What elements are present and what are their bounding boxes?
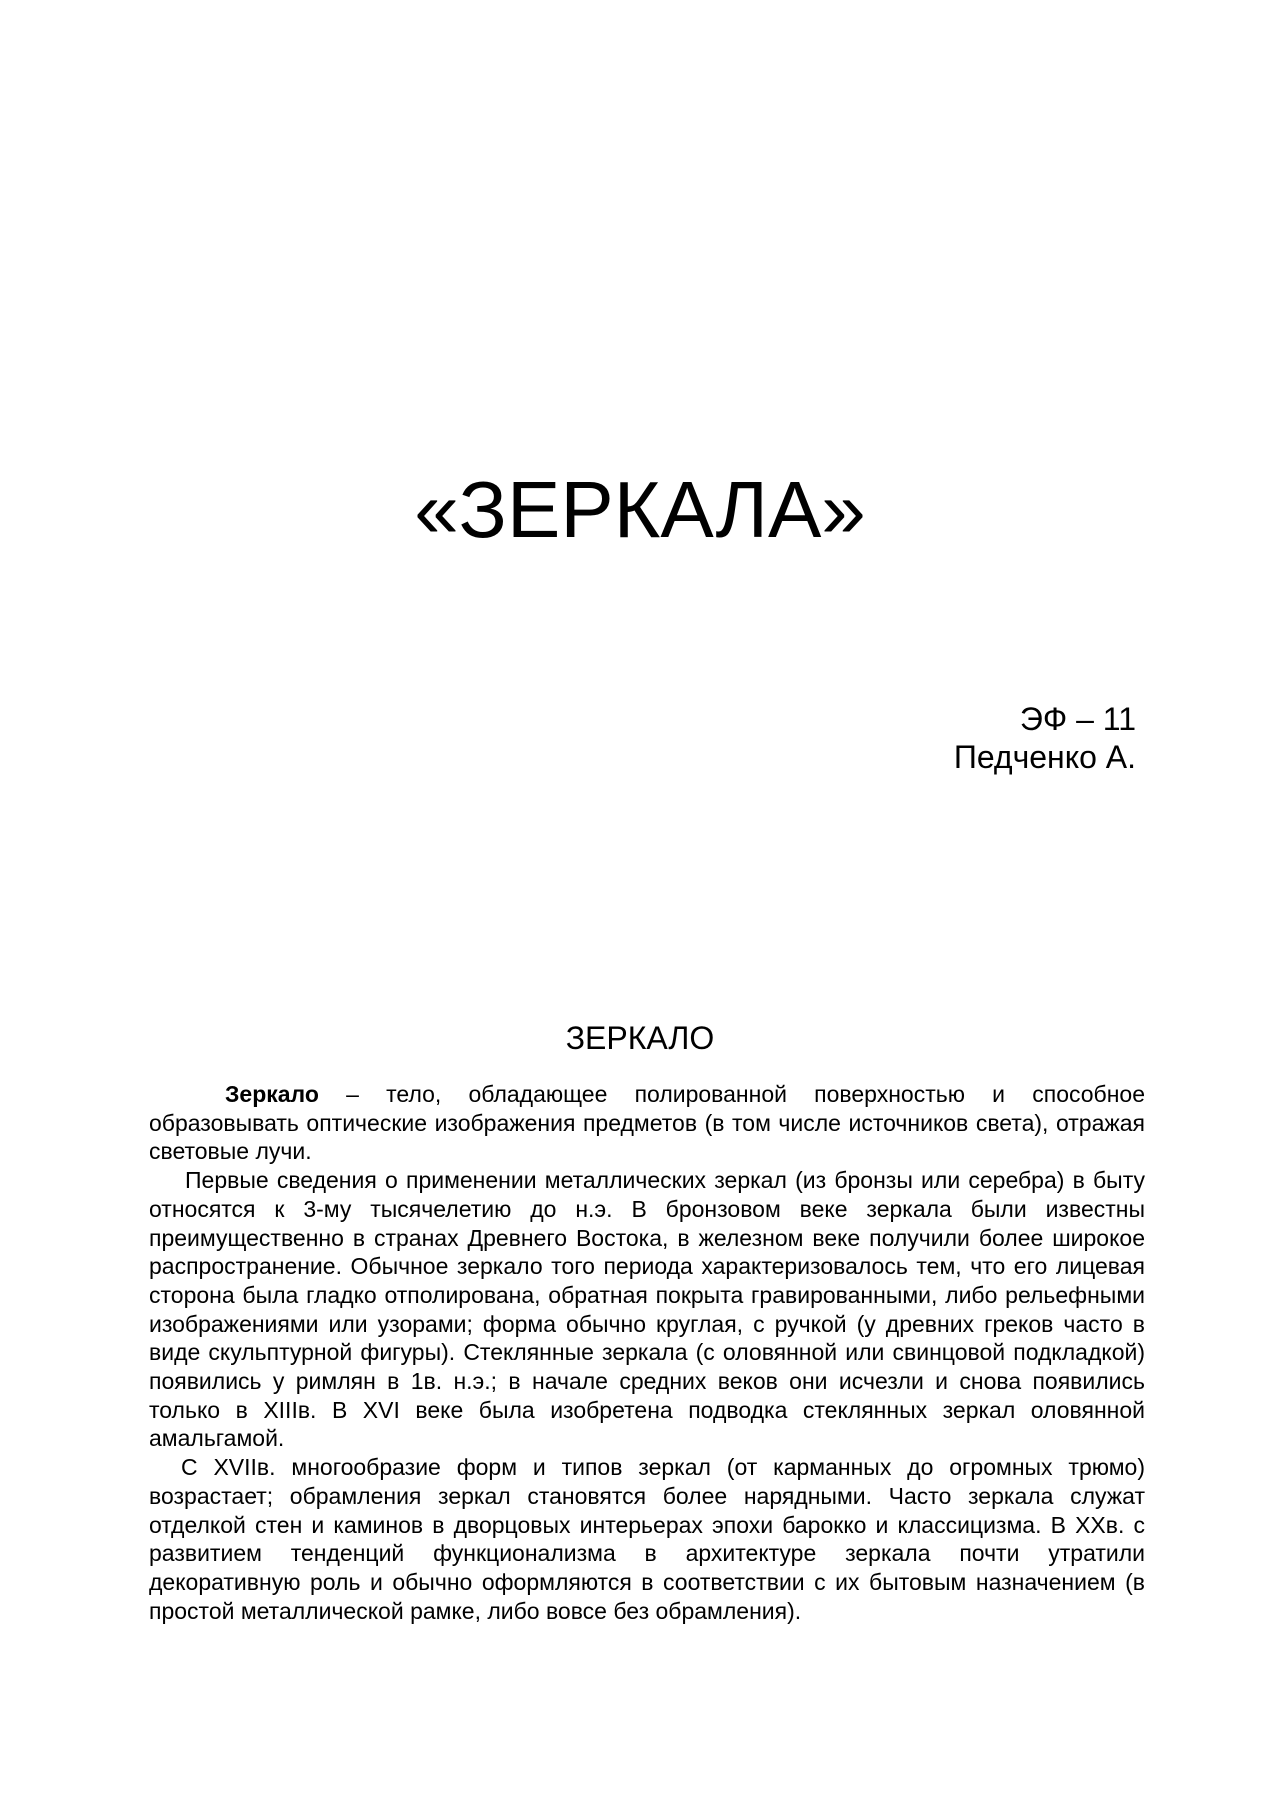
paragraph-definition (149, 1080, 1145, 1166)
paragraph-modern: С XVIIв. многообразие форм и типов зеркал (от карманных до огромных трюмо) возрастает; обрамления зеркал становятся более нарядными. Часто зеркала служат отделкой стен и каминов в дворцовых интерьерах эпохи барокко и классицизма. В XXв. с развитием тенденций функционализма в архитектуре зеркала почти утратили декоративную роль и обычно оформляются в соответствии с их бытовым назначением (в простой металлической рамке, либо вовсе без обрамления). (149, 1454, 1145, 1624)
author-name: Педченко А. (953, 739, 1136, 775)
defined-term: Зеркало (225, 1081, 319, 1107)
body-text (149, 1080, 1145, 1625)
section-heading: ЗЕРКАЛО (565, 1020, 715, 1056)
author-block (636, 700, 1136, 776)
paragraph-history: Первые сведения о применении металлических зеркал (из бронзы или серебра) в быту относятся к 3-му тысячелетию до н.э. В бронзовом веке зеркала были известны преимущественно в странах Древнего Востока, в железном веке получили более широкое распространение. Обычное зеркало того периода характеризовалось тем, что его лицевая сторона была гладко отполирована, обратная покрыта гравированными, либо рельефными изображениями или узорами; форма обычно круглая, с ручкой (у древних греков часто в виде скульптурной фигуры). Стеклянные зеркала (с оловянной или свинцовой подкладкой) появились у римлян в 1в. н.э.; в начале средних веков они исчезли и снова появились только в XIIIв. В XVI веке была изобретена подводка стеклянных зеркал оловянной амальгамой. (149, 1167, 1145, 1452)
document-title: «ЗЕРКАЛА» (414, 465, 866, 554)
student-group: ЭФ – 11 (1019, 701, 1136, 737)
definition-text: – тело, обладающее полированной поверхностью и способное образовывать оптические изображения предметов (в том числе источников света), отражая световые лучи. (149, 1081, 1145, 1165)
